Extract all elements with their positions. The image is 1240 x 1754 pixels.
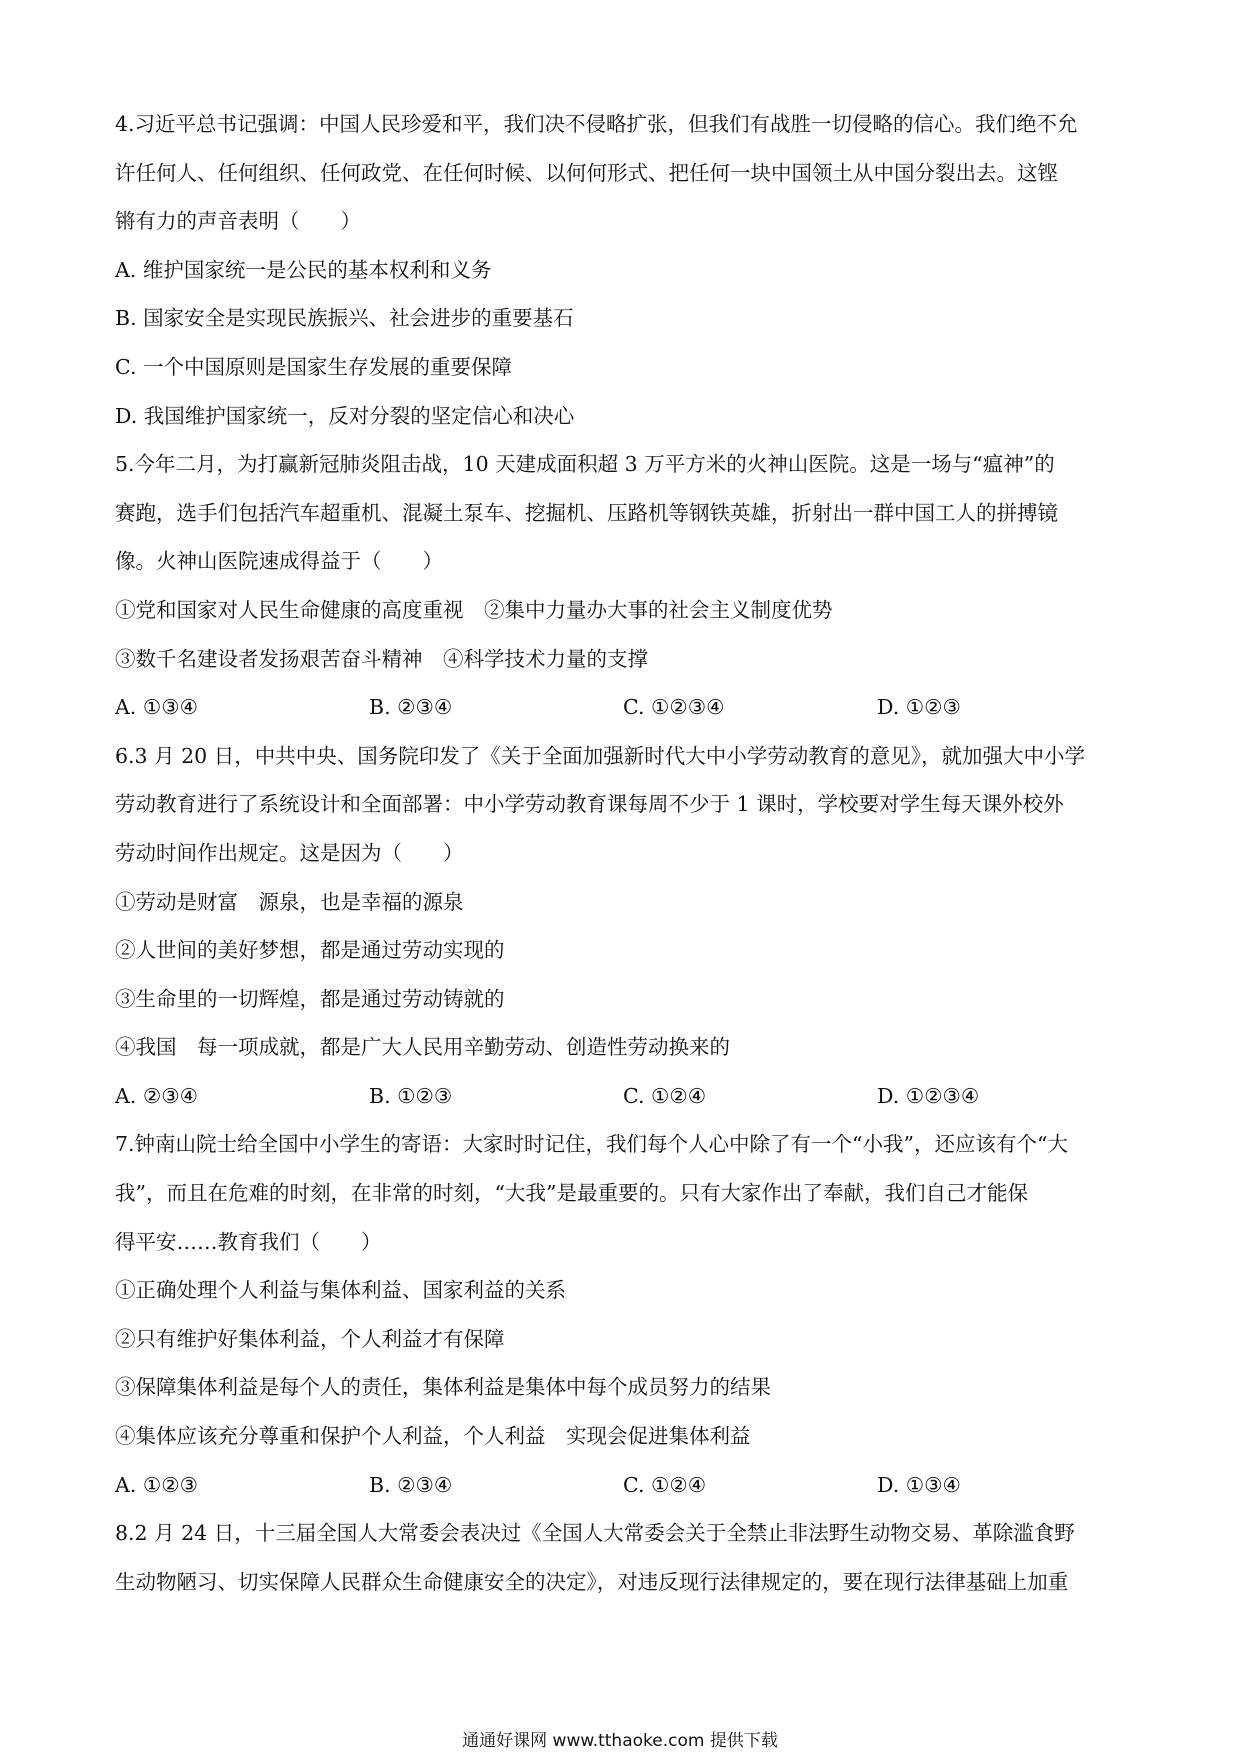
statement-line: ③生命里的一切辉煌，都是通过劳动铸就的 xyxy=(115,986,505,1011)
question-stem-line: 我”，而且在危难的时刻，在非常的时刻，“大我”是最重要的。只有大家作出了奉献，我们自己才能保 xyxy=(115,1181,1028,1206)
question-8 xyxy=(115,1509,1135,1606)
choice-b: B. ②③④ xyxy=(369,1472,453,1497)
option-d: D. 我国维护国家统一，反对分裂的坚定信心和决心 xyxy=(115,403,575,428)
statement-line: ①劳动是财富 源泉，也是幸福的源泉 xyxy=(115,889,464,914)
question-stem-line: 得平安……教育我们（ ） xyxy=(115,1229,382,1254)
statement-line: ④我国 每一项成就，都是广大人民用辛勤劳动、创造性劳动换来的 xyxy=(115,1035,730,1060)
question-stem-line: 生动物陋习、切实保障人民群众生命健康安全的决定》，对违反现行法律规定的，要在现行法律基础上加重 xyxy=(115,1569,1069,1594)
question-stem-line: 劳动教育进行了系统设计和全面部署：中小学劳动教育课每周不少于 1 课时，学校要对学生每天课外校外 xyxy=(115,792,1064,817)
question-stem-line: 锵有力的声音表明（ ） xyxy=(115,209,361,234)
page-footer[interactable]: 通通好课网 www.tthaoke.com 提供下载 xyxy=(462,1731,778,1751)
choice-a: A. ②③④ xyxy=(115,1083,198,1108)
choice-row xyxy=(115,1461,1135,1510)
statement-line: ③保障集体利益是每个人的责任，集体利益是集体中每个成员努力的结果 xyxy=(115,1375,771,1400)
choice-c: C. ①②④ xyxy=(623,1472,707,1497)
question-5 xyxy=(115,440,1135,732)
question-4 xyxy=(115,100,1135,440)
question-stem-line: 劳动时间作出规定。这是因为（ ） xyxy=(115,840,464,865)
statement-line: ③数千名建设者发扬艰苦奋斗精神 ④科学技术力量的支撑 xyxy=(115,646,648,671)
choice-a: A. ①③④ xyxy=(115,695,198,720)
option-b: B. 国家安全是实现民族振兴、社会进步的重要基石 xyxy=(115,306,574,331)
statement-line: ②人世间的美好梦想，都是通过劳动实现的 xyxy=(115,938,505,963)
choice-row xyxy=(115,683,1135,732)
question-stem-line: 像。火神山医院速成得益于（ ） xyxy=(115,549,443,574)
choice-row xyxy=(115,1072,1135,1121)
choice-a: A. ①②③ xyxy=(115,1472,198,1497)
question-6 xyxy=(115,732,1135,1121)
choice-d: D. ①②③④ xyxy=(877,1083,980,1108)
question-stem-line: 7.钟南山院士给全国中小学生的寄语：大家时时记住，我们每个人心中除了有一个“小我”，还应该有个“大 xyxy=(115,1132,1068,1157)
choice-c: C. ①②④ xyxy=(623,1083,707,1108)
question-stem-line: 6.3 月 20 日，中共中央、国务院印发了《关于全面加强新时代大中小学劳动教育的意见》，就加强大中小学 xyxy=(115,743,1085,768)
question-stem-line: 4.习近平总书记强调：中国人民珍爱和平，我们决不侵略扩张，但我们有战胜一切侵略的信心。我们绝不允 xyxy=(115,112,1078,136)
question-stem-line: 许任何人、任何组织、任何政党、在任何时候、以何何形式、把任何一块中国领土从中国分裂出去。这铿 xyxy=(115,160,1058,185)
choice-b: B. ②③④ xyxy=(369,695,453,720)
statement-line: ①党和国家对人民生命健康的高度重视 ②集中力量办大事的社会主义制度优势 xyxy=(115,597,833,622)
question-list xyxy=(115,100,1135,1606)
option-a: A. 维护国家统一是公民的基本权利和义务 xyxy=(115,257,492,282)
question-stem-line: 5.今年二月，为打赢新冠肺炎阻击战，10 天建成面积超 3 万平方米的火神山医院。这是一场与“瘟神”的 xyxy=(115,452,1055,477)
choice-c: C. ①②③④ xyxy=(623,695,725,720)
choice-d: D. ①②③ xyxy=(877,695,961,720)
statement-line: ②只有维护好集体利益，个人利益才有保障 xyxy=(115,1326,505,1351)
question-stem-line: 8.2 月 24 日，十三届全国人大常委会表决过《全国人大常委会关于全禁止非法野生动物交易、革除滥食野 xyxy=(115,1521,1075,1546)
question-stem-line: 赛跑，选手们包括汽车超重机、混凝土泵车、挖掘机、压路机等钢铁英雄，折射出一群中国工人的拼搏镜 xyxy=(115,500,1058,525)
statement-line: ④集体应该充分尊重和保护个人利益，个人利益 实现会促进集体利益 xyxy=(115,1424,751,1449)
statement-line: ①正确处理个人利益与集体利益、国家利益的关系 xyxy=(115,1278,566,1303)
choice-b: B. ①②③ xyxy=(369,1083,453,1108)
option-c: C. 一个中国原则是国家生存发展的重要保障 xyxy=(115,354,512,379)
choice-d: D. ①③④ xyxy=(877,1472,961,1497)
question-7 xyxy=(115,1120,1135,1509)
